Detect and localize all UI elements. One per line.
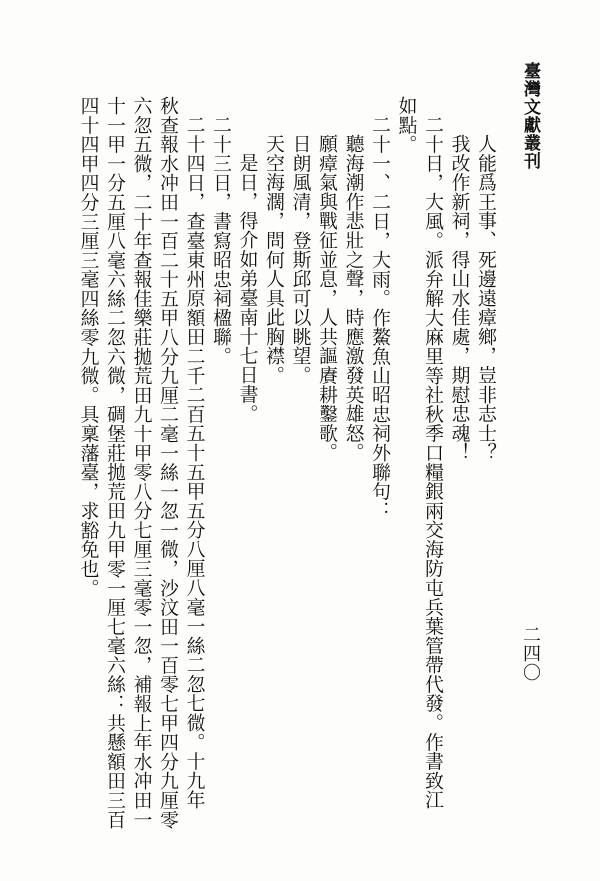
text-column: 是日，得介如弟臺南十七日書。 [236,153,258,424]
text-column: 二十日，大風。派弁解大麻里等社秋季口糧銀兩交海防屯兵葉管帶代發。作書致江 [422,115,443,810]
text-column: 六忽五微，二十年查報佳樂莊拋荒田九十甲零八分七厘三毫零一忽，補報上年水冲田一 [130,96,152,830]
running-header-title: 臺灣文獻叢刊 [520,62,540,170]
page-number: 二四〇 [520,625,541,682]
text-column: 二十一、二日，大雨。作鰲魚山昭忠祠外聯句： [369,115,390,521]
text-column: 二十三日，書寫昭忠祠楹聯。 [210,115,231,366]
text-column: 天空海濶，問何人具此胸襟。 [263,134,284,385]
text-column: 四十四甲四分三厘三毫四絲零九微。具稟藩臺，求豁免也。 [77,96,99,598]
text-column: 十一甲一分五厘八毫六絲二忽六微，碉堡莊拋荒田九甲零一厘七毫六絲：共懸額田三百 [104,96,125,830]
text-column: 聽海潮作悲壯之聲，時應激發英雄怒。 [342,134,364,462]
text-column: 如點。 [395,96,417,154]
text-column: 日朗風清，登斯邱可以眺望。 [289,134,311,385]
text-column: 二十四日，查臺東州原額田二千二百五十五甲五分八厘八毫一絲二忽七微。十九年 [183,115,205,810]
text-column: 秋查報水冲田一百二十五甲八分九厘二毫一絲一忽一微，沙汶田一百零七甲四分九厘零 [157,96,178,830]
text-column: 我改作新祠，得山水佳處，期慰忠魂！ [448,134,470,462]
text-column: 願瘴氣與戰征並息，人共謳賡耕鑿歌。 [316,134,337,462]
text-column: 人能爲王事、死邊遠瘴鄉，豈非志士？ [475,134,496,462]
body-text [74,96,498,830]
